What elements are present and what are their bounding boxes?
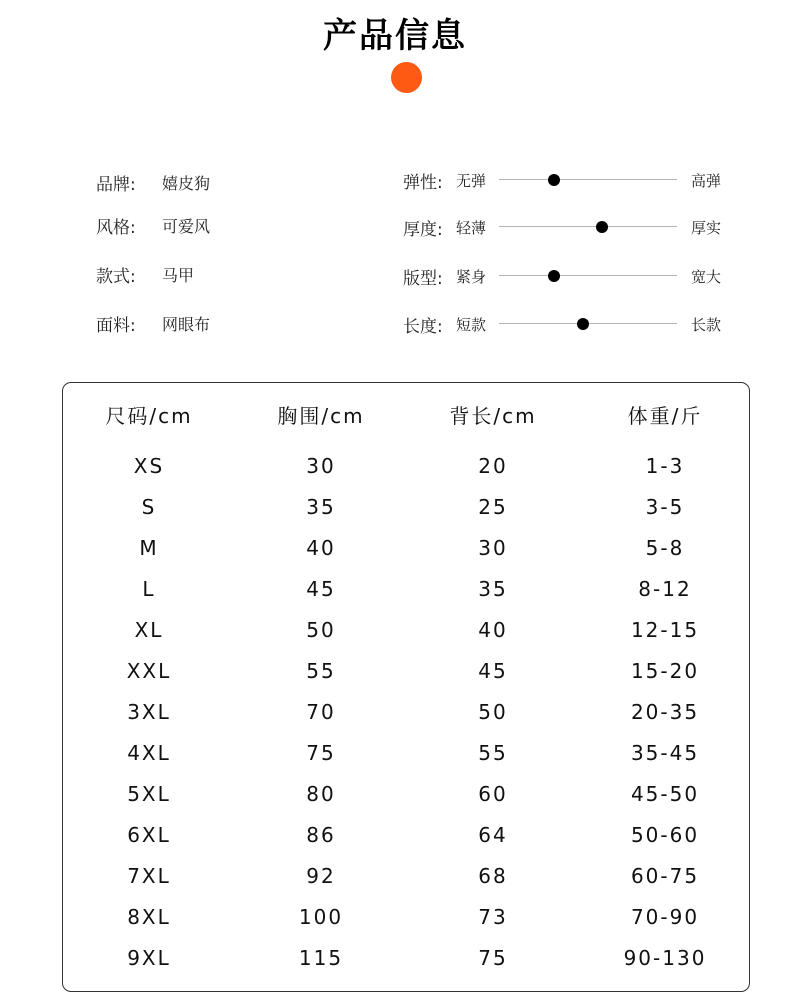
cell-size: 3XL xyxy=(127,699,171,724)
cell-size: 4XL xyxy=(127,740,171,765)
cell-back-length: 30 xyxy=(478,535,508,560)
cell-chest: 100 xyxy=(298,904,344,929)
cell-weight: 3-5 xyxy=(645,494,685,519)
scale-high-label: 高弹 xyxy=(691,172,722,190)
table-row xyxy=(63,568,751,609)
scale-length xyxy=(403,309,733,337)
attribute-value: 嬉皮狗 xyxy=(162,173,211,193)
cell-back-length: 64 xyxy=(478,822,508,847)
column-header-back-length: 背长/cm xyxy=(449,403,537,428)
cell-back-length: 35 xyxy=(478,576,508,601)
cell-weight: 70-90 xyxy=(630,904,700,929)
cell-chest: 50 xyxy=(306,617,336,642)
cell-weight: 8-12 xyxy=(638,576,692,601)
cell-weight: 90-130 xyxy=(623,945,707,970)
scale-label: 长度: xyxy=(403,317,443,337)
table-row xyxy=(63,486,751,527)
scale-track xyxy=(499,179,677,180)
scale-high-label: 长款 xyxy=(691,316,722,334)
cell-chest: 86 xyxy=(306,822,336,847)
cell-weight: 50-60 xyxy=(630,822,700,847)
scale-low-label: 短款 xyxy=(456,316,487,334)
cell-back-length: 20 xyxy=(478,453,508,478)
cell-chest: 70 xyxy=(306,699,336,724)
scale-track xyxy=(499,226,677,227)
scale-track xyxy=(499,275,677,276)
cell-weight: 5-8 xyxy=(645,535,685,560)
scale-low-label: 轻薄 xyxy=(456,219,487,237)
cell-size: S xyxy=(141,494,157,519)
attribute-value: 马甲 xyxy=(162,265,195,285)
table-row xyxy=(63,814,751,855)
scale-indicator xyxy=(548,174,560,186)
table-row xyxy=(63,691,751,732)
table-row xyxy=(63,732,751,773)
scale-label: 版型: xyxy=(403,269,443,289)
size-table-header-row xyxy=(63,383,751,445)
scale-label: 厚度: xyxy=(403,220,443,240)
table-row xyxy=(63,650,751,691)
cell-weight: 15-20 xyxy=(630,658,700,683)
cell-chest: 40 xyxy=(306,535,336,560)
scale-label: 弹性: xyxy=(403,173,443,193)
cell-weight: 45-50 xyxy=(630,781,700,806)
scale-elasticity xyxy=(403,165,733,193)
attribute-label: 品牌: xyxy=(96,174,136,195)
size-chart xyxy=(62,382,750,992)
scale-indicator xyxy=(548,270,560,282)
cell-size: XL xyxy=(134,617,164,642)
cell-size: 7XL xyxy=(127,863,171,888)
cell-size: XS xyxy=(133,453,165,478)
cell-chest: 92 xyxy=(306,863,336,888)
cell-size: M xyxy=(139,535,159,560)
cell-chest: 35 xyxy=(306,494,336,519)
column-header-chest: 胸围/cm xyxy=(277,403,365,428)
cell-chest: 55 xyxy=(306,658,336,683)
cell-weight: 35-45 xyxy=(630,740,700,765)
cell-back-length: 75 xyxy=(478,945,508,970)
scale-low-label: 无弹 xyxy=(456,172,487,190)
scale-thickness xyxy=(403,212,733,240)
title-accent-dot xyxy=(391,62,422,93)
cell-back-length: 73 xyxy=(478,904,508,929)
attribute-row-type xyxy=(96,260,194,288)
column-header-size: 尺码/cm xyxy=(105,403,193,428)
size-table xyxy=(63,383,751,978)
cell-chest: 115 xyxy=(298,945,344,970)
cell-back-length: 68 xyxy=(478,863,508,888)
cell-weight: 1-3 xyxy=(645,453,685,478)
column-header-weight: 体重/斤 xyxy=(627,403,703,428)
attribute-value: 网眼布 xyxy=(162,314,211,334)
cell-weight: 20-35 xyxy=(630,699,700,724)
table-row xyxy=(63,773,751,814)
cell-back-length: 55 xyxy=(478,740,508,765)
attribute-label: 面料: xyxy=(96,315,136,336)
attribute-value: 可爱风 xyxy=(162,216,211,236)
attribute-row-style xyxy=(96,211,210,239)
attribute-row-brand xyxy=(96,168,210,196)
scale-fit xyxy=(403,261,733,289)
cell-back-length: 60 xyxy=(478,781,508,806)
table-row xyxy=(63,896,751,937)
scale-high-label: 宽大 xyxy=(691,268,722,286)
attribute-label: 风格: xyxy=(96,217,136,238)
cell-size: 6XL xyxy=(127,822,171,847)
scale-high-label: 厚实 xyxy=(691,219,722,237)
table-row xyxy=(63,527,751,568)
table-row xyxy=(63,855,751,896)
scale-low-label: 紧身 xyxy=(456,268,487,286)
attribute-label: 款式: xyxy=(96,266,136,287)
table-row xyxy=(63,937,751,978)
cell-chest: 45 xyxy=(306,576,336,601)
cell-size: L xyxy=(142,576,156,601)
cell-size: XXL xyxy=(126,658,172,683)
cell-chest: 30 xyxy=(306,453,336,478)
cell-weight: 12-15 xyxy=(630,617,700,642)
cell-size: 5XL xyxy=(127,781,171,806)
table-row xyxy=(63,609,751,650)
page-title: 产品信息 xyxy=(323,16,467,56)
cell-weight: 60-75 xyxy=(630,863,700,888)
attribute-row-fabric xyxy=(96,309,210,337)
cell-back-length: 25 xyxy=(478,494,508,519)
scale-indicator xyxy=(577,318,589,330)
table-row xyxy=(63,445,751,486)
cell-size: 9XL xyxy=(127,945,171,970)
scale-indicator xyxy=(596,221,608,233)
cell-back-length: 45 xyxy=(478,658,508,683)
cell-back-length: 40 xyxy=(478,617,508,642)
cell-back-length: 50 xyxy=(478,699,508,724)
cell-size: 8XL xyxy=(127,904,171,929)
cell-chest: 80 xyxy=(306,781,336,806)
cell-chest: 75 xyxy=(306,740,336,765)
